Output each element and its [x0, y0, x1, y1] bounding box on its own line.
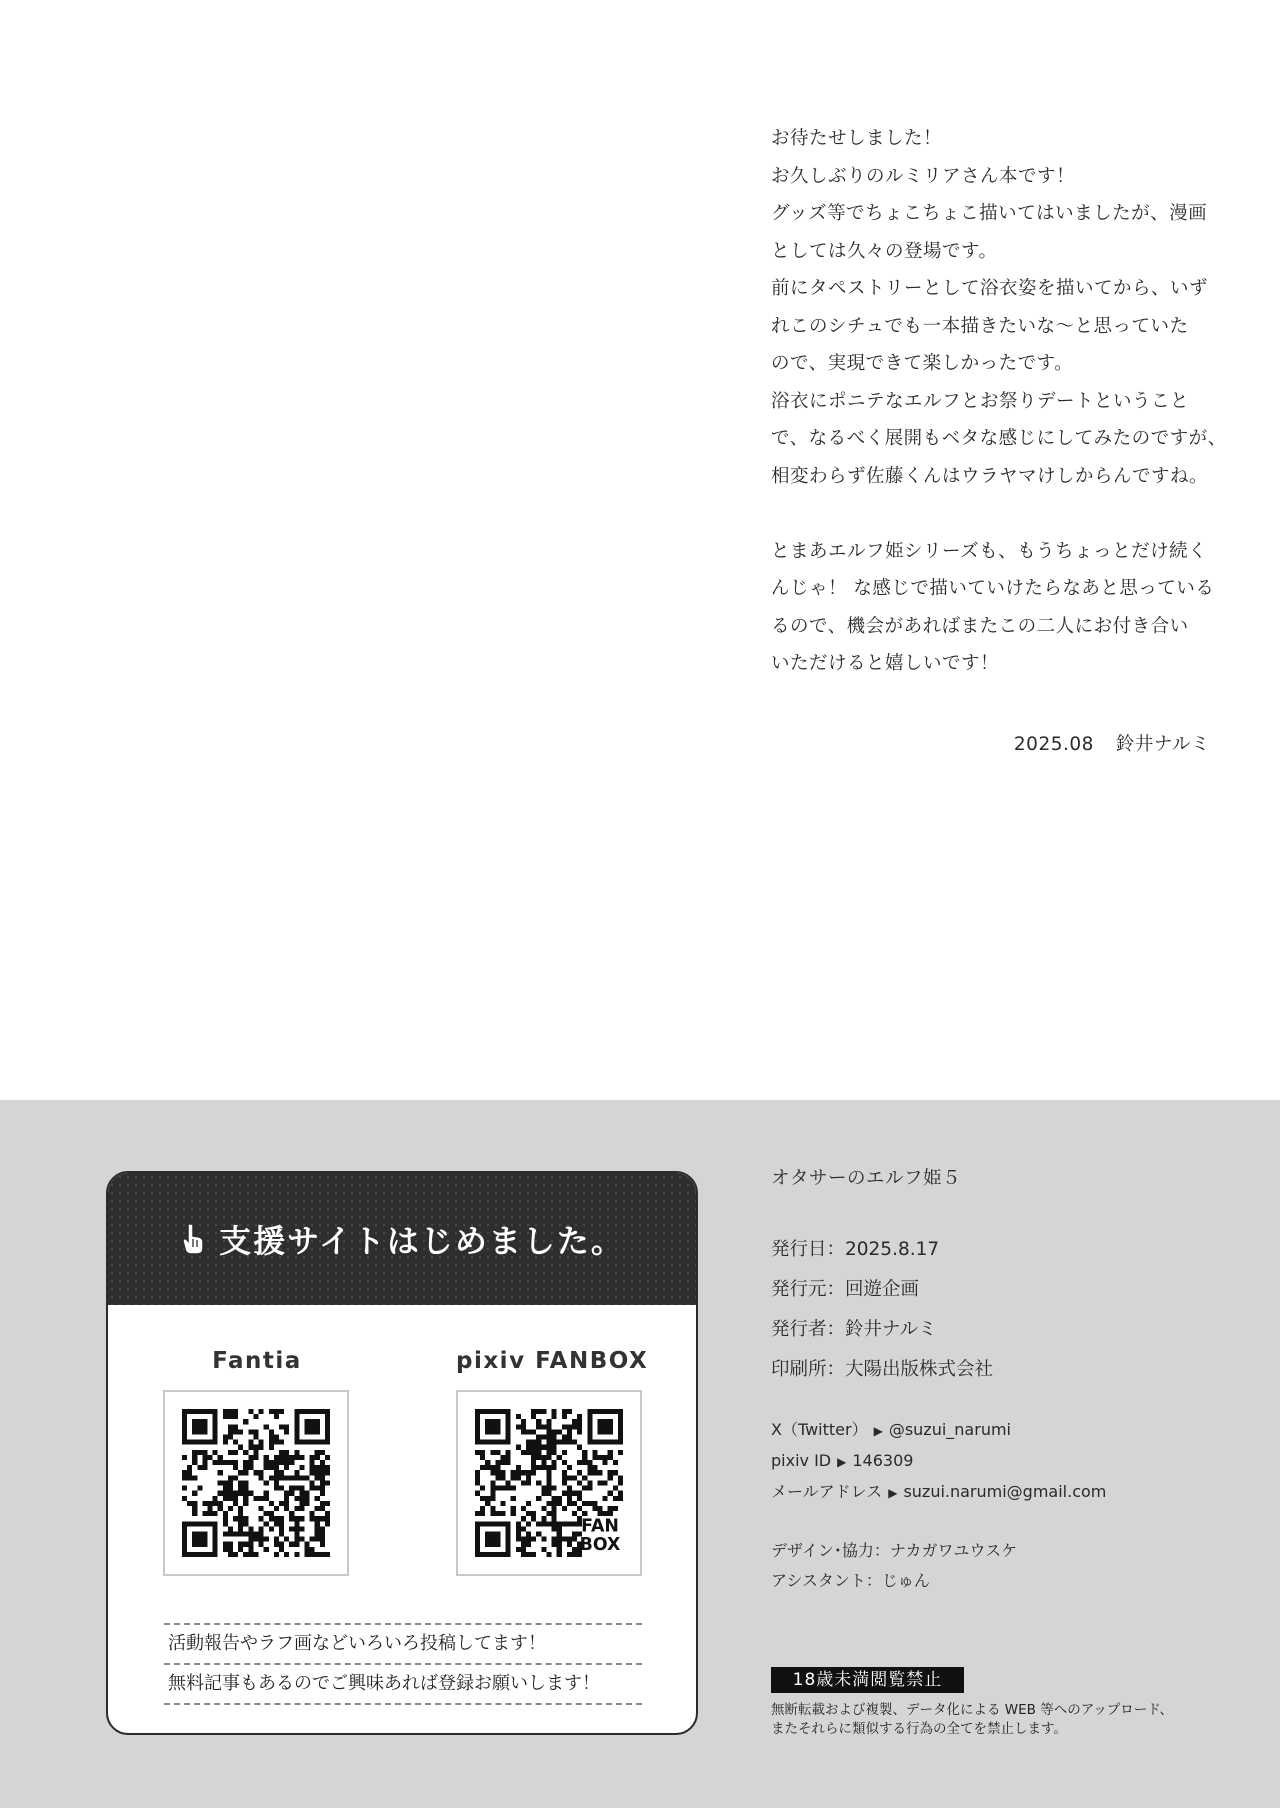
pixiv-label: pixiv ID [771, 1451, 832, 1470]
publication-info [771, 1230, 993, 1390]
book-title: オタサーのエルフ姫５ [771, 1168, 962, 1189]
credits [771, 1536, 1017, 1596]
printer: 印刷所：大陽出版株式会社 [771, 1359, 994, 1380]
afterword-line: で、なるべく展開もベタな感じにしてみたのですが、 [771, 428, 1227, 449]
arrow-right-icon: ▶ [837, 1455, 847, 1469]
assistant-credit: アシスタント：じゅん [771, 1571, 930, 1590]
qr-modules [182, 1409, 330, 1557]
fantia-label: Fantia [212, 1348, 302, 1374]
colophon [771, 1164, 1107, 1590]
afterword-line: 前にタペストリーとして浴衣姿を描いてから、いず [771, 278, 1209, 299]
fanbox-logo-text: FAN [581, 1516, 619, 1537]
fantia-qr-frame[interactable] [163, 1390, 349, 1576]
arrow-right-icon: ▶ [888, 1486, 898, 1500]
paragraph-gap [771, 495, 1241, 533]
legal-line: またそれらに類似する行為の全てを禁止します。 [771, 1721, 1067, 1737]
support-card-notes [164, 1623, 642, 1705]
email-label: メールアドレス [771, 1482, 883, 1501]
afterword-line: いただけると嬉しいです！ [771, 653, 1000, 674]
twitter-link-row [771, 1415, 1106, 1446]
contact-links [771, 1415, 1106, 1508]
legal-notice [771, 1701, 1173, 1739]
fanbox-label: pixiv FANBOX [456, 1348, 649, 1374]
support-note: 無料記事もあるのでご興味あれば登録お願いします！ [168, 1673, 600, 1694]
afterword-line: ので、実現できて楽しかったです。 [771, 353, 1074, 374]
fantia-block [163, 1348, 351, 1576]
support-note: 活動報告やラフ画などいろいろ投稿してます！ [168, 1633, 546, 1654]
support-card-title: 支援サイトはじめました。 [219, 1222, 625, 1260]
afterword [771, 120, 1241, 683]
twitter-handle[interactable]: @suzui_narumi [888, 1420, 1011, 1439]
afterword-line: 相変わらず佐藤くんはウラヤマけしからんですね。 [771, 465, 1209, 487]
afterword-line: れこのシチュでも一本描きたいな～と思っていた [771, 315, 1189, 337]
afterword-author: 鈴井ナルミ [1115, 734, 1210, 755]
email-address[interactable]: suzui.narumi@gmail.com [903, 1482, 1107, 1501]
fanbox-logo-text: BOX [579, 1534, 621, 1555]
afterword-line: グッズ等でちょこちょこ描いてはいましたが、漫画 [771, 203, 1208, 224]
pixiv-id[interactable]: 146309 [852, 1451, 914, 1470]
publisher: 発行元：回遊企画 [771, 1279, 920, 1300]
afterword-line: としては久々の登場です。 [771, 240, 998, 262]
publication-date: 発行日：2025.8.17 [771, 1239, 940, 1260]
fanbox-qr-code-icon[interactable] [475, 1409, 623, 1557]
design-credit: デザイン･協力：ナカガワユウスケ [771, 1541, 1018, 1560]
pixiv-link-row [771, 1446, 1106, 1477]
dashed-divider [164, 1703, 642, 1705]
afterword-line: お待たせしました！ [771, 128, 943, 149]
arrow-right-icon: ▶ [873, 1424, 883, 1438]
issuer: 発行者：鈴井ナルミ [771, 1319, 937, 1340]
legal-line: 無断転載および複製、データ化による WEB 等へのアップロード、 [771, 1702, 1174, 1718]
afterword-signature [1014, 730, 1210, 756]
age-restriction-badge: 18歳未満閲覧禁止 [771, 1667, 964, 1693]
fanbox-block [456, 1348, 649, 1576]
afterword-line: 浴衣にポニテなエルフとお祭りデートということ [771, 390, 1190, 412]
afterword-line: んじゃ！ な感じで描いていけたらなあと思っている [771, 578, 1215, 599]
afterword-line: るので、機会があればまたこの二人にお付き合い [771, 615, 1189, 637]
pointing-hand-icon [179, 1222, 205, 1256]
fantia-qr-code-icon[interactable] [182, 1409, 330, 1557]
twitter-label: X（Twitter） [771, 1420, 868, 1439]
support-card-header [108, 1173, 696, 1305]
afterword-line: とまあエルフ姫シリーズも、もうちょっとだけ続く [771, 540, 1208, 562]
fanbox-qr-frame[interactable] [456, 1390, 642, 1576]
afterword-line: お久しぶりのルミリアさん本です！ [771, 165, 1076, 187]
support-site-card [106, 1171, 698, 1735]
email-link-row [771, 1477, 1106, 1508]
afterword-date: 2025.08 [1013, 734, 1094, 755]
